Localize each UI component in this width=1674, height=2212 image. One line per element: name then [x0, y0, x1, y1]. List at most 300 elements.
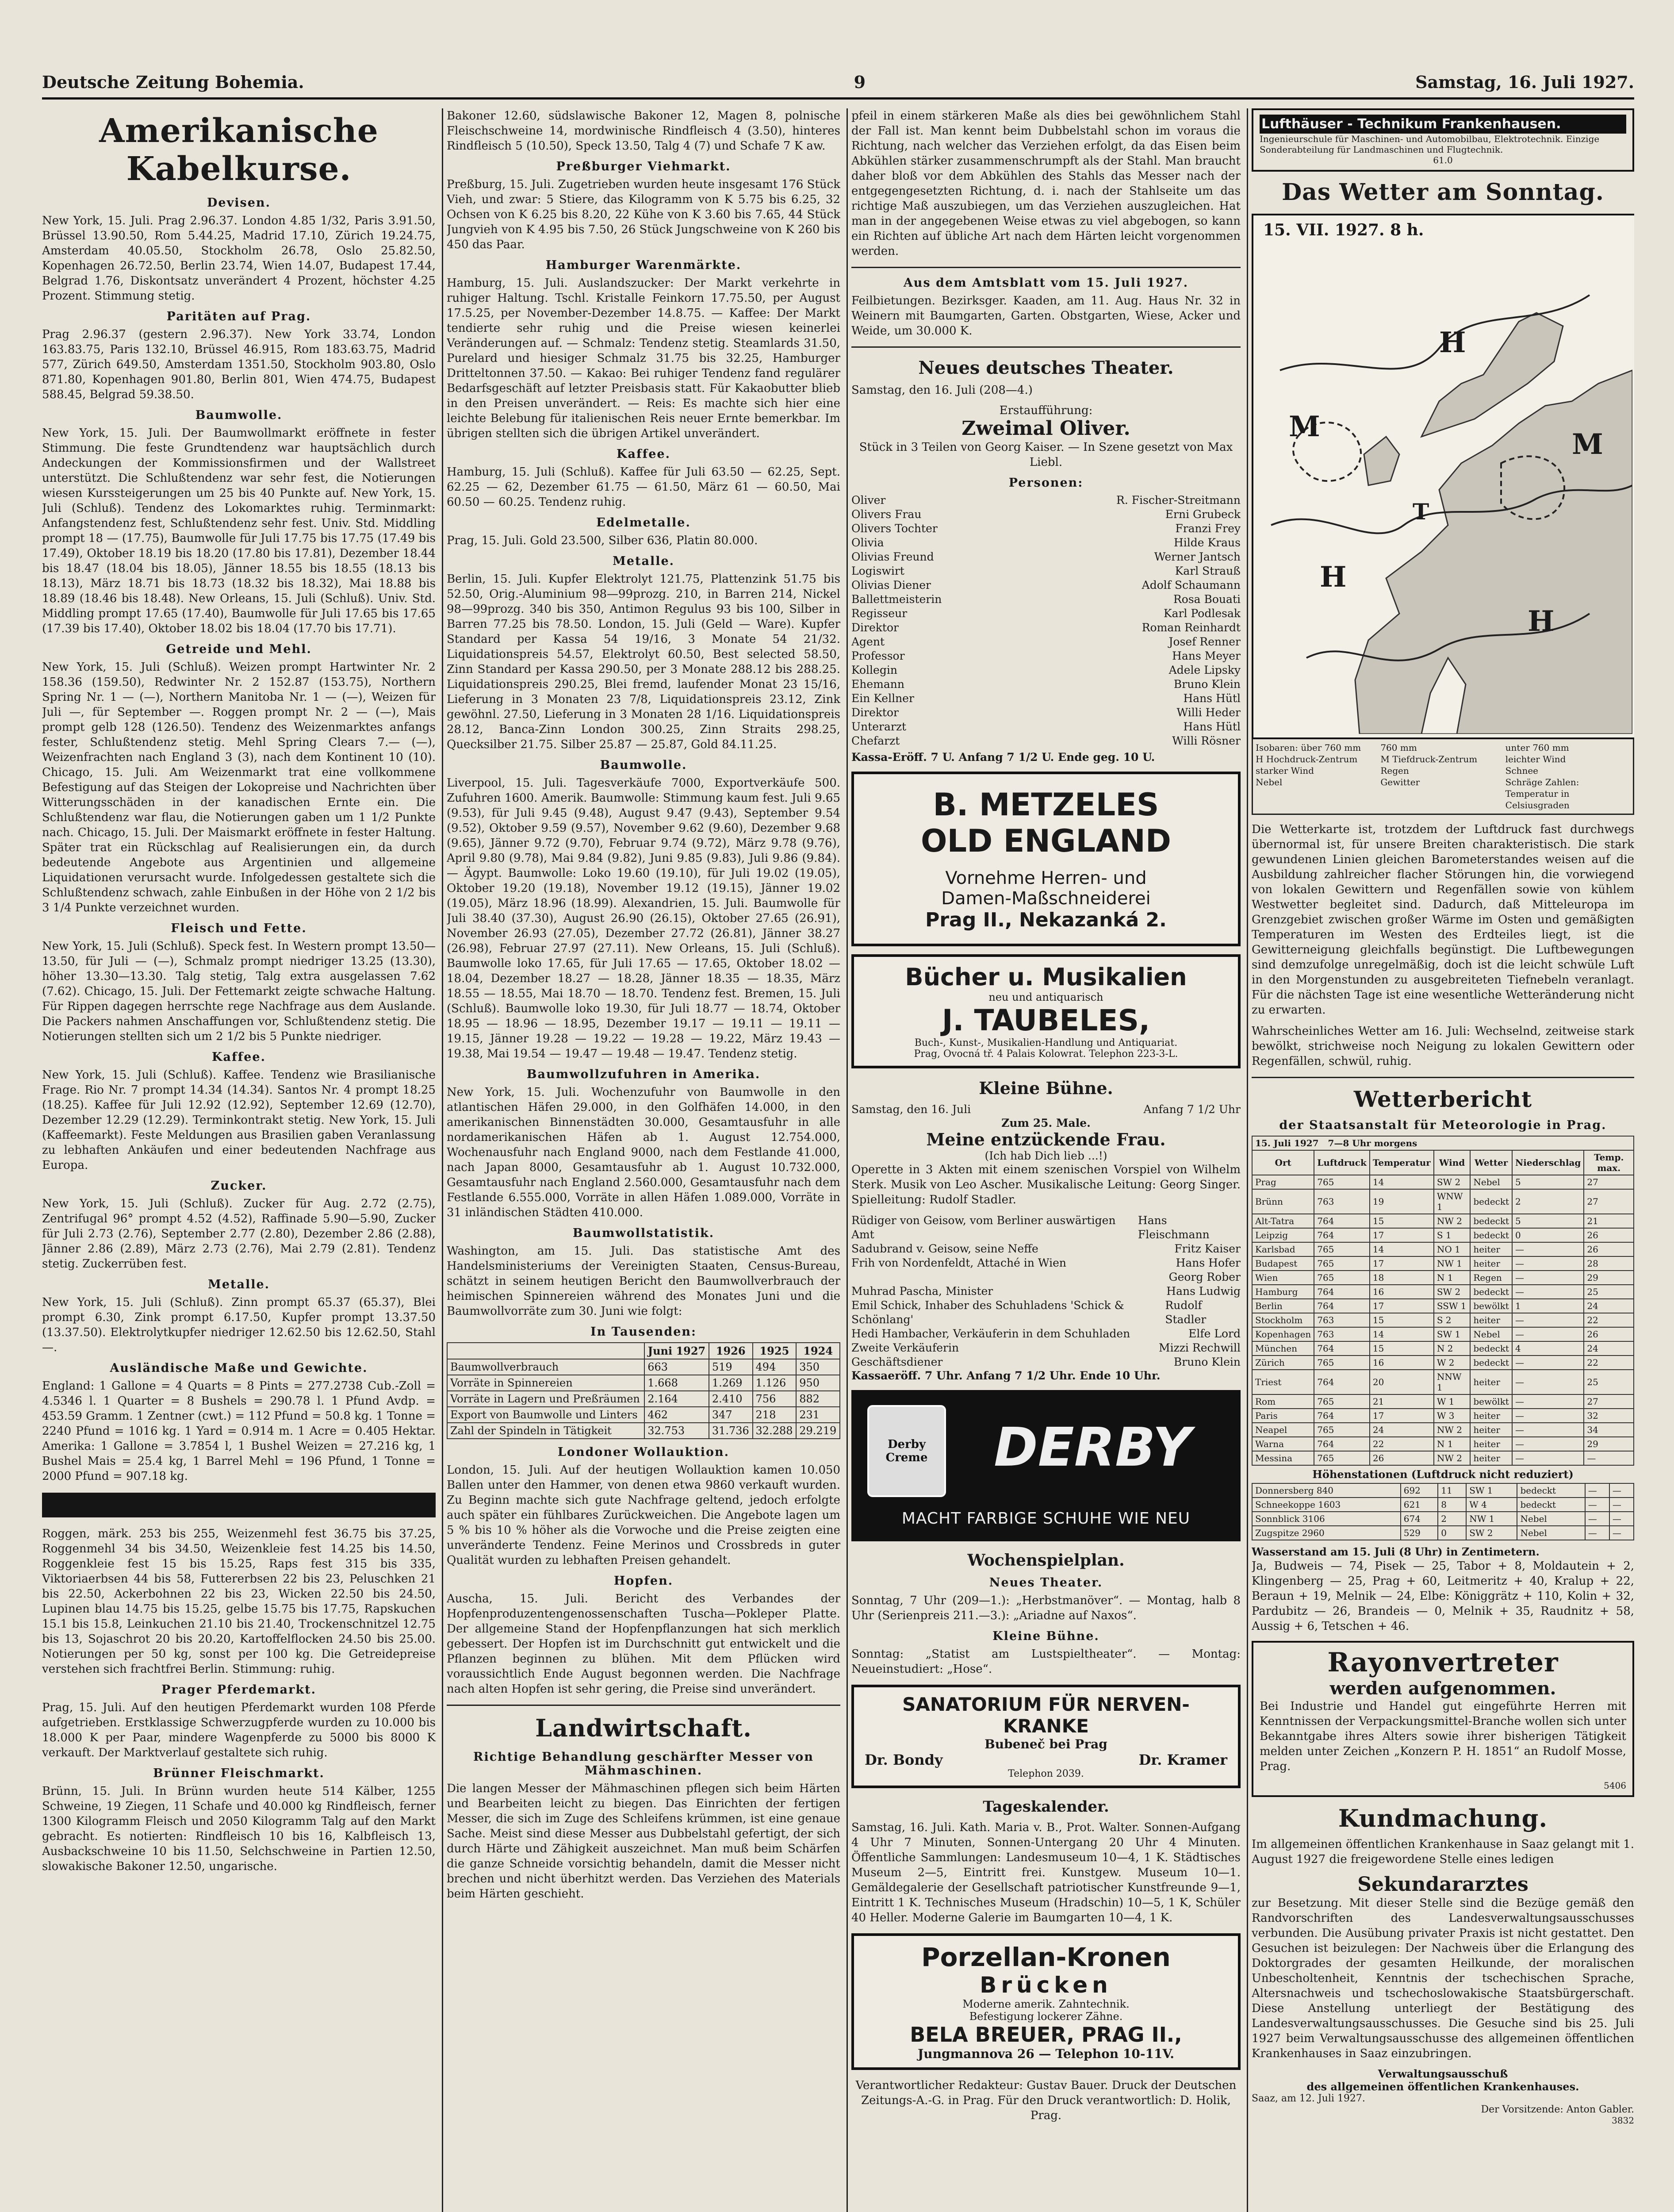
table-cell: 0: [1512, 1228, 1584, 1242]
table-cell: 22: [1584, 1356, 1634, 1370]
cast-actor: Josef Renner: [1168, 635, 1241, 648]
table-cell: Nebel: [1470, 1327, 1512, 1341]
sanatorium-ad: [851, 1685, 1241, 1788]
table-cell: 494: [753, 1359, 797, 1375]
table-cell: 24: [1584, 1341, 1634, 1356]
kund-intro: Im allgemeinen öffentlichen Krankenhause in Saaz gelangt mit 1. August 1927 die freigewordene Stelle eines ledigen: [1252, 1838, 1634, 1866]
kund-num: 3832: [1612, 2115, 1634, 2126]
derby-brand: DERBY: [994, 1417, 1191, 1479]
section-text: Prag, 15. Juli. Auf den heutigen Pferdemarkt wurden 108 Pferde aufgetrieben. Erstklassige Schwerzugpferde wurden zu 10.000 bis 18.000 K per Paar, mindere Wagenpferde zu 5000 bis 8000 K verkauft. Der Marktverlauf gestaltete sich ruhig.: [42, 1701, 436, 1759]
wetter-title: Das Wetter am Sonntag.: [1282, 179, 1604, 206]
cast-row: [851, 507, 1241, 522]
section-heading: Londoner Wollauktion.: [557, 1445, 730, 1459]
table-row: [1252, 1214, 1634, 1228]
cast-row: [851, 536, 1241, 550]
kb-footer: Kassaeröff. 7 Uhr. Anfang 7 1/2 Uhr. Ende 10 Uhr.: [851, 1369, 1161, 1382]
cast-actor: Hans Hütl: [1183, 692, 1241, 705]
cast-role: Muhrad Pascha, Minister: [851, 1285, 993, 1298]
table-row: [1252, 1526, 1634, 1540]
table-cell: Donnersberg 840: [1252, 1483, 1401, 1498]
table-cell: 882: [796, 1391, 840, 1407]
table-cell: heiter: [1470, 1409, 1512, 1423]
table-cell: —: [1512, 1451, 1584, 1465]
section-heading: Metalle.: [612, 554, 675, 568]
cast-row: [851, 649, 1241, 663]
porzellan-line: Befestigung lockerer Zähne.: [969, 2010, 1123, 2023]
table-cell: Prag: [1252, 1175, 1314, 1189]
table-cell: 0: [1438, 1526, 1466, 1540]
cast-actor: Fritz Kaiser: [1174, 1242, 1241, 1255]
table-row: [1252, 1498, 1634, 1512]
cast-actor: Willi Heder: [1176, 706, 1241, 719]
table-cell: —: [1512, 1256, 1584, 1271]
table-header: Wind: [1434, 1150, 1471, 1175]
mountain-stations-table: [1252, 1483, 1634, 1540]
derby-slogan: MACHT FARBIGE SCHUHE WIE NEU: [901, 1509, 1191, 1528]
cast-role: Olivias Freund: [851, 550, 934, 563]
section-text: Brünn, 15. Juli. In Brünn wurden heute 514 Kälber, 1255 Schweine, 19 Ziegen, 11 Schafe und 40.000 kg Rindfleisch, ferner 1300 Kilogramm Fleisch und 2050 Kilogramm Talg auf den Markt gebracht. Es notierten: Rindfleisch 10 bis 16, Kalbfleisch 13, Ausbackschweine 10 bis 11.50, Selchschweine in Partien 12.50, slowakische Bakoner 12.50, ungarische.: [42, 1785, 436, 1873]
divider: [851, 346, 1241, 348]
cast-role: Agent: [851, 635, 885, 648]
table-cell: Warna: [1252, 1437, 1314, 1451]
table-cell: 765: [1314, 1423, 1370, 1437]
table-cell: 764: [1314, 1437, 1370, 1451]
kb-note: Zum 25. Male.: [1001, 1117, 1091, 1129]
section-text: New York, 15. Juli (Schluß). Speck fest. In Western prompt 13.50—13.50, für Juli — (—), Schmalz prompt niedriger 13.25 (13.30), höher 13.30—13.30. Talg stetig, Talg extra ausgelassen 7.62 (7.62). Chicago, 15. Juli. Der Fettemarkt zeigte schwache Haltung. Für Rippen dagegen herrschte rege Nachfrage aus dem Auslande. Die Packers nahmen Anschaffungen vor, Schlußtendenz stetig. Die Notierungen stellten sich um 2 1/2 bis 5 Punkte niedriger.: [42, 940, 436, 1043]
cotton-statistics-table: [447, 1342, 840, 1439]
cast-row: [851, 1355, 1241, 1369]
table-cell: 1: [1512, 1299, 1584, 1313]
table-cell: 692: [1401, 1483, 1438, 1498]
cast-role: Kollegin: [851, 664, 897, 676]
taubeles-address: Prag, Ovocná tř. 4 Palais Kolowrat. Telephon 223-3-L.: [914, 1048, 1178, 1060]
table-cell: München: [1252, 1341, 1314, 1356]
section-heading: Hamburger Warenmärkte.: [545, 258, 742, 272]
cast-row: [851, 564, 1241, 578]
table-cell: —: [1512, 1313, 1584, 1327]
table-cell: —: [1512, 1370, 1584, 1394]
table-cell: Brünn: [1252, 1189, 1314, 1214]
section-text: New York, 15. Juli. Der Baumwollmarkt eröffnete in fester Stimmung. Die feste Grundtendenz war hauptsächlich durch Andeckungen der Kommissionsfirmen und der Wallstreet unterstützt. Die Schlußtendenz war sehr fest, die Notierungen wiesen Kurssteigerungen um 25 bis 40 Punkte auf. New York, 15. Juli (Schluß). Tendenz des Lokomarktes ruhig. Terminmarkt: Anfangstendenz fest, Schlußtendenz sehr fest. Univ. Std. Middling prompt 18 — (17.75), Baumwolle für Juli 17.75 bis 17.75 (17.49 bis 17.49), Oktober 18.19 bis 18.20 (17.80 bis 17.81), Dezember 18.44 bis 18.47 (18.04 bis 18.05), Jänner 18.55 bis 18.55 (18.13 bis 18.13), März 18.71 bis 18.73 (18.32 bis 18.32), Mai 18.88 bis 18.89 (18.46 bis 18.48). New Orleans, 15. Juli (Schluß). Univ. Std. Middling prompt 17.65 (17.40), Baumwolle für Juli 17.65 bis 17.65 (17.39 bis 17.40), Oktober 18.02 bis 18.04 (17.70 bis 17.71).: [42, 426, 436, 635]
legend-item: H Hochdruck-Zentrum: [1256, 754, 1358, 764]
lufthaus-num: 61.0: [1433, 155, 1453, 165]
legend-item: Isobaren: über 760 mm: [1256, 742, 1361, 753]
map-label: T: [1413, 499, 1429, 525]
table-cell: W 2: [1434, 1356, 1471, 1370]
table-cell: 17: [1370, 1409, 1434, 1423]
kundmachung: [1252, 1804, 1634, 2126]
section-heading: Prager Pferdemarkt.: [161, 1683, 316, 1697]
cast-actor: Erni Grubeck: [1165, 508, 1241, 521]
table-row: [1252, 1512, 1634, 1526]
column-market-rates: [42, 108, 443, 2212]
table-cell: NW 2: [1434, 1423, 1471, 1437]
table-cell: 5: [1512, 1214, 1584, 1228]
table-cell: N 2: [1434, 1341, 1471, 1356]
kb-time: Anfang 7 1/2 Uhr: [1143, 1103, 1241, 1116]
table-cell: 2: [1512, 1189, 1584, 1214]
cast-role: Zweite Verkäuferin: [851, 1341, 959, 1354]
cast-role: Olivers Tochter: [851, 522, 938, 535]
table-cell: 32: [1584, 1409, 1634, 1423]
table-cell: bedeckt: [1517, 1483, 1585, 1498]
table-cell: 764: [1314, 1228, 1370, 1242]
cast-row: [851, 734, 1241, 748]
wochenspielplan: [851, 1551, 1241, 1677]
table-cell: —: [1609, 1526, 1634, 1540]
kund-post: Sekundararztes: [1357, 1873, 1528, 1896]
section-heading: Hopfen.: [613, 1574, 674, 1588]
section-text: Liverpool, 15. Juli. Tagesverkäufe 7000, Exportverkäufe 500. Zufuhren 1600. Amerik. Baumwolle: Stimmung kaum fest. Juli 9.65 (9.53), für Juli 9.45 (9.48), August 9.47 (9.43), September 9.54 (9.52), Oktober 9.59 (9.57), November 9.62 (9.60), Dezember 9.68 (9.65), Jänner 9.72 (9.70), Februar 9.74 (9.72), März 9.78 (9.76), April 9.80 (9.78), Mai 9.84 (9.82), Juni 9.85 (9.83), Juli 9.86 (9.84). — Ägypt. Baumwolle: Loko 19.60 (19.10), für Juli 19.02 (19.05), Oktober 19.20 (19.18), November 19.12 (19.15), Jänner 19.02 (19.05), März 18.96 (18.99). Alexandrien, 15. Juli. Baumwolle für Juli 38.40 (37.30), August 26.90 (26.15), Oktober 27.65 (26.91), November 26.93 (27.05), Dezember 27.72 (26.81), Jänner 38.27 (26.98), Februar 27.97 (27.11). New Orleans, 15. Juli (Schluß). Baumwolle loko 17.65, für Juli 17.65 — 17.65, Oktober 18.02 — 18.04, Dezember 18.27 — 18.28, Jänner 18.35 — 18.35, März 18.55 — 18.55, Mai 18.70 — 18.70. Tendenz fest. Bremen, 15. Juli (Schluß). Baumwolle loko 19.30, für Juli 18.77 — 18.74, Oktober 18.95 — 18.96 — 18.95, Dezember 19.17 — 19.11 — 19.11 — 19.15, Jänner 19.28 — 19.22 — 19.28 — 19.22, März 19.43 — 19.38, Mai 19.54 — 19.47 — 19.48 — 19.47. Tendenz stetig.: [447, 776, 840, 1060]
table-cell: 8: [1438, 1498, 1466, 1512]
cast-actor: Rudolf Stadler: [1165, 1299, 1207, 1326]
porzellan-line: Moderne amerik. Zahntechnik.: [962, 1998, 1130, 2010]
table-cell: NW 1: [1466, 1512, 1517, 1526]
section-text: New York, 15. Juli (Schluß). Kaffee. Tendenz wie Brasilianische Frage. Rio Nr. 7 prompt 14.34 (14.34). Santos Nr. 4 prompt 18.25 (18.25). Kaffee für Juli 12.92 (12.92), September 12.69 (12.70), Dezember 12.29 (12.29). Terminkontrakt stetig. New York, 15. Juli (Kaffeemarkt). Feste Meldungen aus Brasilien gaben Veranlassung zu lebhaften Ankäufen und einer bedeutenden Nachfrage aus Europa.: [42, 1068, 436, 1172]
table-cell: 756: [753, 1391, 797, 1407]
table-cell: Triest: [1252, 1370, 1314, 1394]
cast-row: [851, 578, 1241, 592]
sanatorium-doctor-left: Dr. Bondy: [865, 1751, 943, 1768]
kb-play: Meine entzückende Frau.: [926, 1129, 1166, 1149]
cast-row: [851, 1298, 1241, 1327]
section-text: Bakoner 12.60, südslawische Bakoner 12, Magen 8, polnische Fleischschweine 14, mordwinische Rindfleisch 4 (3.50), hinteres Rindfleisch 5 (10.50), Speck 13.50, Talg 4 (7) und Schafe 7 K aw.: [447, 109, 840, 153]
cast-row: [851, 607, 1241, 621]
table-cell: Zugspitze 2960: [1252, 1526, 1401, 1540]
table-cell: Sonnblick 3106: [1252, 1512, 1401, 1526]
table-cell: Rom: [1252, 1394, 1314, 1409]
cast-row: [851, 621, 1241, 635]
cast-row: [851, 592, 1241, 607]
table-cell: 22: [1370, 1437, 1434, 1451]
table-cell: —: [1512, 1409, 1584, 1423]
tk-title: Tageskalender.: [983, 1798, 1109, 1816]
cast-actor: Elfe Lord: [1188, 1327, 1241, 1340]
cast-actor: Bruno Klein: [1173, 1356, 1241, 1368]
table-row: [1252, 1483, 1634, 1498]
table-cell: 763: [1314, 1313, 1370, 1327]
legend-item: Schräge Zahlen: Temperatur in Celsiusgraden: [1505, 777, 1579, 810]
wasserstand-text: Ja, Budweis — 74, Pisek — 25, Tabor + 8, Moldautein + 2, Klingenberg — 25, Prag + 60, Leitmeritz + 40, Kralup + 22, Beraun + 19, Melnik — 24, Elbe: Königgrätz + 110, Kolin + 32, Pardubitz — 26, Brandeis — 0, Melnik + 35, Raudnitz + 58, Aussig + 6, Tetschen + 46.: [1252, 1559, 1634, 1633]
map-label: M: [1289, 410, 1320, 443]
taubeles-name: J. TAUBELES,: [942, 1003, 1150, 1037]
section-text: Berlin, 15. Juli. Kupfer Elektrolyt 121.75, Plattenzink 51.75 bis 52.50, Orig.-Aluminium 98—99prozg. 210, in Barren 214, Nickel 98—99prozg. 340 bis 350, Antimon Regulus 93 bis 100, Silber in Barren 77.25 bis 78.50. London, 15. Juli (Geld — Ware). Kupfer Standard per Kassa 54 19/16, 3 Monate 54 21/32. Liquidationspreis 54.57, Elektrolyt 60.50, Best selected 58.50, Zinn Standard per Kassa 290.50, per 3 Monate 288.12 bis 288.25. Liquidationspreis 290.25, Blei fremd, laufender Monat 23 15/16, Lieferung in 3 Monaten 23 7/8, Liquidationspreis 23.12, Zink gewöhnl. 27.50, Lieferung in 3 Monaten 28 1/16. Liquidationspreis 28.12, Banca-Zinn London 300.25, Zinn Straits 298.25, Quecksilber 21.75. Silber 25.87 — 25.87, Gold 84.11.25.: [447, 572, 840, 751]
theater-premiere: Erstaufführung:: [999, 404, 1093, 417]
table-header: [447, 1343, 644, 1359]
table-cell: —: [1585, 1483, 1609, 1498]
cast-actor: Hans Ludwig: [1166, 1285, 1241, 1298]
table-cell: 27: [1584, 1394, 1634, 1409]
amtsblatt-text: Feilbietungen. Bezirksger. Kaaden, am 11. Aug. Haus Nr. 32 in Weinern mit Baumgarten, Garten. Obstgarten, Wiese, Acker und Weide, um 30.000 K.: [851, 294, 1241, 338]
table-cell: N 1: [1434, 1271, 1471, 1285]
porzellan-ad: [851, 1933, 1241, 2070]
metzeles-address: Prag II., Nekazanká 2.: [925, 909, 1167, 931]
table-cell: 25: [1584, 1370, 1634, 1394]
legend-item: M Tiefdruck-Zentrum: [1380, 754, 1478, 764]
cast-role: Direktor: [851, 706, 899, 719]
table-header: Temp. max.: [1584, 1150, 1634, 1175]
metzeles-line: Damen-Maßschneiderei: [941, 888, 1151, 909]
wsp-kbtext: Sonntag: „Statist am Lustspieltheater“. — Montag: Neueinstudiert: „Hose“.: [851, 1647, 1241, 1676]
table-cell: 764: [1314, 1409, 1370, 1423]
table-cell: —: [1609, 1512, 1634, 1526]
landwirtschaft-title: Landwirtschaft.: [535, 1714, 752, 1742]
section-text: New York, 15. Juli. Wochenzufuhr von Baumwolle in den atlantischen Häfen 29.000, in den Golfhäfen 14.000, in den amerikanischen Binnenstädten 30.000, Gesamtausfuhr in alle nordamerikanischen Häfen ab 1. August 12.754.000, Wochenausfuhr nach England 9000, nach dem Festlande 41.000, nach Japan 8000, Gesamtausfuhr ab 1. August 10.732.000, Gesamtausfuhr nach England 2.560.000, Gesamtausfuhr nach dem Festlande 6.555.000, Vorräte in allen Häfen 1.089.000, Vorräte in 31 inländischen Städten 410.000.: [447, 1086, 840, 1219]
table-cell: 1.668: [644, 1375, 709, 1391]
wasserstand: [1252, 1545, 1634, 1634]
table-cell: NNW 1: [1434, 1370, 1471, 1394]
table-cell: 950: [796, 1375, 840, 1391]
table-cell: —: [1585, 1526, 1609, 1540]
landwirtschaft-text: Die langen Messer der Mähmaschinen pflegen sich beim Härten und Bearbeiten leicht zu biegen. Das Einrichten der fertigen Messer, die sich im Zuge des Schleifens krümmen, ist eine genaue Sache. Meist sind diese Messer aus Dubbelstahl gefertigt, der sich durch Härte und Zähigkeit auszeichnet. Man muß beim Schärfen die ganze Schneide vorsichtig behandeln, damit die Messer nicht brechen und nicht überhitzt werden. Das Verziehen des Materials beim Härten geschieht.: [447, 1782, 840, 1901]
table-cell: 32.753: [644, 1423, 709, 1439]
table-cell: 347: [709, 1407, 753, 1423]
table-row: [447, 1359, 840, 1375]
table-header: Niederschlag: [1512, 1150, 1584, 1175]
table-cell: 24: [1584, 1299, 1634, 1313]
section-text: Roggen, märk. 253 bis 255, Weizenmehl fest 36.75 bis 37.25, Roggenmehl 34 bis 34.50, Weizenkleie fest 14.25 bis 14.50, Roggenkleie fest 15 bis 15.25, Raps fest 315 bis 335, Viktoriaerbsen 44 bis 58, Futtererbsen 22 bis 23, Peluschken 21 bis 22.50, Ackerbohnen 22 bis 23, Wicken 22.50 bis 24.50, Lupinen blau 14.75 bis 15.25, gelbe 15.75 bis 17.75, Rapskuchen 15.1 bis 15.8, Leinkuchen 21.10 bis 21.40, Trockenschnitzel 12.75 bis 13, Sojaschrot 20 bis 20.20, Kartoffelflocken 24.50 bis 25.00. Notierungen per 50 kg, sonst per 100 kg. Die Getreidepreise verstehen sich frachtfrei Berlin. Stimmung: ruhig.: [42, 1527, 436, 1676]
table-row: [1252, 1256, 1634, 1271]
cast-role: Olivers Frau: [851, 508, 922, 521]
section-heading: Baumwollzufuhren in Amerika.: [526, 1068, 761, 1081]
section-text: Washington, am 15. Juli. Das statistische Amt des Handelsministeriums der Vereinigten Staaten, Census-Bureau, schätzt in seinem heutigen Bericht den Baumwollverbrauch der heimischen Spinnereien während des Monates Juni und die Baumwollvorräte zum 30. Juni wie folgt:: [447, 1244, 840, 1318]
table-row: [1252, 1271, 1634, 1285]
table-cell: 20: [1370, 1370, 1434, 1394]
table-cell: SW 2: [1434, 1175, 1471, 1189]
cast-row: [851, 1242, 1241, 1256]
table-cell: 231: [796, 1407, 840, 1423]
section-heading: Edelmetalle.: [596, 516, 691, 530]
table-cell: bewölkt: [1470, 1394, 1512, 1409]
table-row: [1252, 1313, 1634, 1327]
table-header: Luftdruck: [1314, 1150, 1370, 1175]
table-cell: 4: [1512, 1341, 1584, 1356]
cast-role: Rüdiger von Geisow, vom Berliner auswärtigen Amt: [851, 1214, 1116, 1241]
cast-role: Professor: [851, 649, 905, 662]
cast-role: Regisseur: [851, 607, 908, 620]
table-cell: 17: [1370, 1256, 1434, 1271]
kund-sign: Der Vorsitzende: Anton Gabler.: [1481, 2104, 1634, 2115]
map-date: 15. VII. 1927. 8 h.: [1260, 220, 1427, 240]
cast-row: [851, 550, 1241, 564]
table-cell: Neapel: [1252, 1423, 1314, 1437]
taubeles-ad: [851, 954, 1241, 1068]
cast-row: [851, 1256, 1241, 1270]
rayon-text: Bei Industrie und Handel gut eingeführte Herren mit Kenntnissen der Verpackungsmittel-Branche wollen sich unter Bekanntgabe ihres Alters sowie ihrer bisherigen Tätigkeit melden unter Zeichen „Konzern P. H. 1851“ an Rudolf Mosse, Prag.: [1260, 1700, 1626, 1773]
cast-actor: Willi Rösner: [1172, 734, 1241, 747]
theater-title: Neues deutsches Theater.: [918, 357, 1174, 378]
table-cell: 15: [1370, 1313, 1434, 1327]
table-cell: W 3: [1434, 1409, 1471, 1423]
section-heading: Zucker.: [211, 1179, 267, 1193]
section-text: New York, 15. Juli (Schluß). Weizen prompt Hartwinter Nr. 2 158.36 (159.50), Redwinter Nr. 2 152.87 (153.75), Northern Spring Nr. 1 — (—), Northern Manitoba Nr. 1 — (—), Weizen für Juli —, für September —. Roggen prompt Nr. 2 — (—), Mais prompt gelb 128 (126.50). Tendenz des Weizenmarktes anfangs fester, Schlußtendenz stetig. Mehl Spring Clears 7.— (—), Weizenfrachten nach England 3 (3), nach dem Kontinent 10 (10). Chicago, 15. Juli. Am Weizenmarkt trat eine vollkommene Befestigung auf das Steigen der Lokopreise und Nachrichten über Witterungsschäden in der kanadischen Ernte ein. Die Schlußtendenz war flau, die Notierungen gaben um 1 1/2 Punkte nach. Chicago, 15. Juli. Der Maismarkt eröffnete in fester Haltung. Später trat ein Rückschlag auf Realisierungen ein, da durch bedeutende Angebote aus Argentinien und allgemeine Liquidationen verursacht wurde. Infolgedessen gestaltete sich die Schlußtendenz schwach, zahle Einbußen in der Höhe von 2 1/2 bis 3 1/4 Punkte verzeichnet wurden.: [42, 661, 436, 914]
derby-tin-image: Derby Creme: [867, 1405, 946, 1497]
table-cell: 24: [1370, 1423, 1434, 1437]
table-cell: 2: [1438, 1512, 1466, 1526]
cast-actor: Adolf Schaumann: [1142, 579, 1241, 591]
legend-item: leichter Wind: [1505, 754, 1566, 764]
kabelkurse-title: Amerikanische Kabelkurse.: [99, 112, 379, 188]
cast-row: [851, 720, 1241, 734]
table-cell: 765: [1314, 1175, 1370, 1189]
table-cell: heiter: [1470, 1423, 1512, 1437]
table-cell: 15: [1370, 1214, 1434, 1228]
cast-actor: Franzi Frey: [1175, 522, 1241, 535]
table-row: [1252, 1175, 1634, 1189]
table-cell: 26: [1584, 1228, 1634, 1242]
map-legend: [1252, 739, 1634, 815]
section-heading: Baumwolle.: [600, 758, 687, 772]
table-cell: 26: [1584, 1242, 1634, 1256]
theater-play: Zweimal Oliver.: [961, 417, 1130, 440]
table-row: [1252, 1285, 1634, 1299]
table-cell: heiter: [1470, 1370, 1512, 1394]
cotton-table-unit: In Tausenden:: [590, 1325, 697, 1339]
table-cell: 621: [1401, 1498, 1438, 1512]
wetter-prognose: Wahrscheinliches Wetter am 16. Juli: Wechselnd, zeitweise stark bewölkt, strichweise noch Neigung zu lokalen Gewittern oder Regenfällen, schwül, ruhig.: [1252, 1025, 1634, 1068]
taubeles-head: Bücher u. Musikalien: [905, 963, 1187, 991]
section-text: Prag 2.96.37 (gestern 2.96.37). New York 33.74, London 163.83.75, Paris 132.10, Brüssel 46.915, Rom 183.63.75, Madrid 577, Zürich 649.50, Amsterdam 1351.50, Stockholm 903.80, Oslo 871.80, Kopenhagen 901.80, Berlin 801, Wien 474.75, Budapest 588.45, Belgrad 59.38.50.: [42, 328, 436, 401]
table-cell: —: [1584, 1451, 1634, 1465]
table-cell: S 2: [1434, 1313, 1471, 1327]
weather-map: [1252, 214, 1634, 739]
table-cell: 765: [1314, 1356, 1370, 1370]
table-header: Ort: [1252, 1150, 1314, 1175]
table-cell: —: [1585, 1512, 1609, 1526]
section-text: Preßburg, 15. Juli. Zugetrieben wurden heute insgesamt 176 Stück Vieh, und zwar: 5 Stiere, das Kilogramm von K 5.75 bis 6.25, 32 Ochsen von K 6.25 bis 8.20, 22 Kühe von K 3.60 bis 7.65, 44 Stück Jungvieh von K 4.95 bis 7.50, 26 Stück Jungschweine von K 260 bis 450 das Paar.: [447, 178, 840, 251]
divider: [851, 267, 1241, 268]
sanatorium-doctor-right: Dr. Kramer: [1138, 1751, 1227, 1768]
table-cell: Zahl der Spindeln in Tätigkeit: [447, 1423, 644, 1439]
table-cell: 15: [1370, 1341, 1434, 1356]
table-cell: —: [1512, 1242, 1584, 1256]
weather-map-drawing: [1253, 215, 1632, 734]
sanatorium-phone: Telephon 2039.: [1008, 1768, 1084, 1779]
cast-role: Unterarzt: [851, 720, 907, 733]
table-cell: Vorräte in Spinnereien: [447, 1375, 644, 1391]
cast-row: [851, 1270, 1241, 1284]
table-cell: 29.219: [796, 1423, 840, 1439]
section-text: New York, 15. Juli (Schluß). Zinn prompt 65.37 (65.37), Blei prompt 6.30, Zink prompt 6.17.50, Kupfer prompt 13.37.50 (13.37.50). Elektrolytkupfer niedriger 12.62.50 bis 12.62.50, Stahl —.: [42, 1296, 436, 1354]
section-text: Hamburg, 15. Juli. Auslandszucker: Der Markt verkehrte in ruhiger Haltung. Tschl. Kristalle Feinkorn 17.75.50, per August 17.5.25, per November-Dezember 14.8.75. — Kaffee: Der Markt tendierte sehr ruhig und die Preise wiesen keinerlei Veränderungen auf. — Schmalz: Tendenz stetig. Steamlards 31.50, Purelard und hiesiger Schmalz 31.75 bis 32.25, Hamburger Dritteltonnen 37.50. — Kakao: Bei ruhiger Tendenz fand regulärer Bedarfsgeschäft auf letzter Preisbasis statt. Für Kakaobutter blieb in den Preisen unverändert. — Reis: Es machte sich hier eine leichte Belebung für italienischen Reis neuer Ernte bemerkbar. Im übrigen stellten sich die übrigen Artikel unverändert.: [447, 276, 840, 440]
table-cell: Leipzig: [1252, 1228, 1314, 1242]
table-cell: NW 2: [1434, 1451, 1471, 1465]
section-heading: Paritäten auf Prag.: [166, 310, 311, 323]
table-cell: 14: [1370, 1175, 1434, 1189]
table-row: [447, 1423, 840, 1439]
table-cell: 32.288: [753, 1423, 797, 1439]
table-cell: 16: [1370, 1356, 1434, 1370]
cast-role: Emil Schick, Inhaber des Schuhladens 'Schick & Schönlang': [851, 1299, 1124, 1326]
section-heading: Fleisch und Fette.: [171, 922, 307, 935]
metzeles-name: B. METZELES: [933, 787, 1159, 823]
cast-actor: Adele Lipsky: [1168, 664, 1241, 676]
running-header: [42, 66, 1634, 100]
cast-actor: Karl Podlesak: [1163, 607, 1241, 620]
table-cell: 17: [1370, 1299, 1434, 1313]
table-row: [1252, 1341, 1634, 1356]
table-row: [1252, 1451, 1634, 1465]
table-cell: 31.736: [709, 1423, 753, 1439]
table-cell: —: [1609, 1483, 1634, 1498]
report-date: 15. Juli 1927: [1255, 1138, 1319, 1148]
cast-role: Hedi Hambacher, Verkäuferin in dem Schuhladen: [851, 1327, 1130, 1340]
tageskalender: [851, 1798, 1241, 1925]
table-cell: S 1: [1434, 1228, 1471, 1242]
table-cell: —: [1512, 1285, 1584, 1299]
table-cell: 17: [1370, 1228, 1434, 1242]
table-cell: NO 1: [1434, 1242, 1471, 1256]
lufthaus-title: Lufthäuser - Technikum Frankenhausen.: [1260, 115, 1626, 134]
cast-role: Ehemann: [851, 678, 904, 691]
table-cell: —: [1585, 1498, 1609, 1512]
table-cell: 22: [1584, 1313, 1634, 1327]
table-cell: 26: [1370, 1451, 1434, 1465]
table-cell: —: [1512, 1437, 1584, 1451]
report-time: 7—8 Uhr morgens: [1328, 1138, 1417, 1148]
table-cell: WNW 1: [1434, 1189, 1471, 1214]
table-cell: Baumwollverbrauch: [447, 1359, 644, 1375]
table-row: [1252, 1189, 1634, 1214]
table-cell: —: [1512, 1271, 1584, 1285]
table-cell: 765: [1314, 1256, 1370, 1271]
table-cell: 674: [1401, 1512, 1438, 1526]
table-row: [1252, 1356, 1634, 1370]
theater-date: Samstag, den 16. Juli (208—4.): [851, 384, 1033, 397]
table-cell: 764: [1314, 1341, 1370, 1356]
table-cell: 765: [1314, 1451, 1370, 1465]
cast-actor: Werner Jantsch: [1154, 550, 1241, 563]
table-cell: 764: [1314, 1285, 1370, 1299]
cast-role: Frih von Nordenfeldt, Attaché in Wien: [851, 1256, 1066, 1269]
cast-actor: Hans Fleischmann: [1138, 1214, 1210, 1241]
table-cell: Messina: [1252, 1451, 1314, 1465]
rayonvertreter-ad: [1252, 1641, 1634, 1797]
kb-subplay: (Ich hab Dich lieb ...!): [984, 1149, 1107, 1162]
imprint: Verantwortlicher Redakteur: Gustav Bauer. Druck der Deutschen Zeitungs-A.-G. in Prag. Für den Druck verantwortlich: D. Holik, Prag.: [855, 2079, 1237, 2122]
table-cell: NW 1: [1434, 1256, 1471, 1271]
table-cell: 27: [1584, 1175, 1634, 1189]
cast-role: Geschäftsdiener: [851, 1356, 943, 1368]
wsp-kb: Kleine Bühne.: [992, 1629, 1099, 1643]
table-cell: Nebel: [1517, 1512, 1585, 1526]
column-markets-agriculture: [447, 108, 848, 2212]
wetter-text: Die Wetterkarte ist, trotzdem der Luftdruck fast durchwegs übernormal ist, für unsere Breiten charakteristisch. Die stark gewundenen Linien gleichen Barometerstandes weisen auf die Ausbildung zahlreicher flacher Störungen hin, die vorwiegend von lokalen Gewittern und Regenfällen sowie von kühlem Westwetter begleitet sind. Dadurch, daß Mitteleuropa im Grenzgebiet zwischen großer Wärme im Osten und gemäßigten Temperaturen im Westen des Erdteiles liegt, ist die Gewitterneigung gleichfalls begünstigt. Die Luftbewegungen sind demzufolge unregelmäßig, doch ist die leicht schwüle Luft in den Morgenstunden zu ausgebreiteten Tiefnebeln veranlagt. Für die nächsten Tage ist eine wesentliche Wetteränderung nicht zu erwarten.: [1252, 823, 1634, 1017]
hoehen-head: Höhenstationen (Luftdruck nicht reduziert): [1312, 1468, 1574, 1481]
table-row: [447, 1375, 840, 1391]
taubeles-line: Buch-, Kunst-, Musikalien-Handlung und Antiquariat.: [914, 1037, 1178, 1048]
kb-date: Samstag, den 16. Juli: [851, 1103, 971, 1116]
table-cell: 26: [1584, 1327, 1634, 1341]
table-cell: 29: [1584, 1437, 1634, 1451]
table-row: [1252, 1242, 1634, 1256]
metzeles-line: Vornehme Herren- und: [945, 868, 1147, 888]
table-cell: Budapest: [1252, 1256, 1314, 1271]
table-row: [1252, 1409, 1634, 1423]
table-row: [1252, 1327, 1634, 1341]
table-cell: Export von Baumwolle und Linters: [447, 1407, 644, 1423]
table-header: Juni 1927: [644, 1343, 709, 1359]
porzellan-name: BELA BREUER, PRAG II.,: [910, 2023, 1182, 2047]
legend-item: Gewitter: [1380, 777, 1420, 787]
table-cell: —: [1512, 1356, 1584, 1370]
black-separator-bar: [42, 1493, 436, 1517]
table-cell: 663: [644, 1359, 709, 1375]
porzellan-address: Jungmannova 26 — Telephon 10-11V.: [917, 2047, 1175, 2061]
table-cell: bedeckt: [1470, 1214, 1512, 1228]
cast-row: [851, 1341, 1241, 1355]
rayon-num: 5406: [1604, 1780, 1626, 1791]
